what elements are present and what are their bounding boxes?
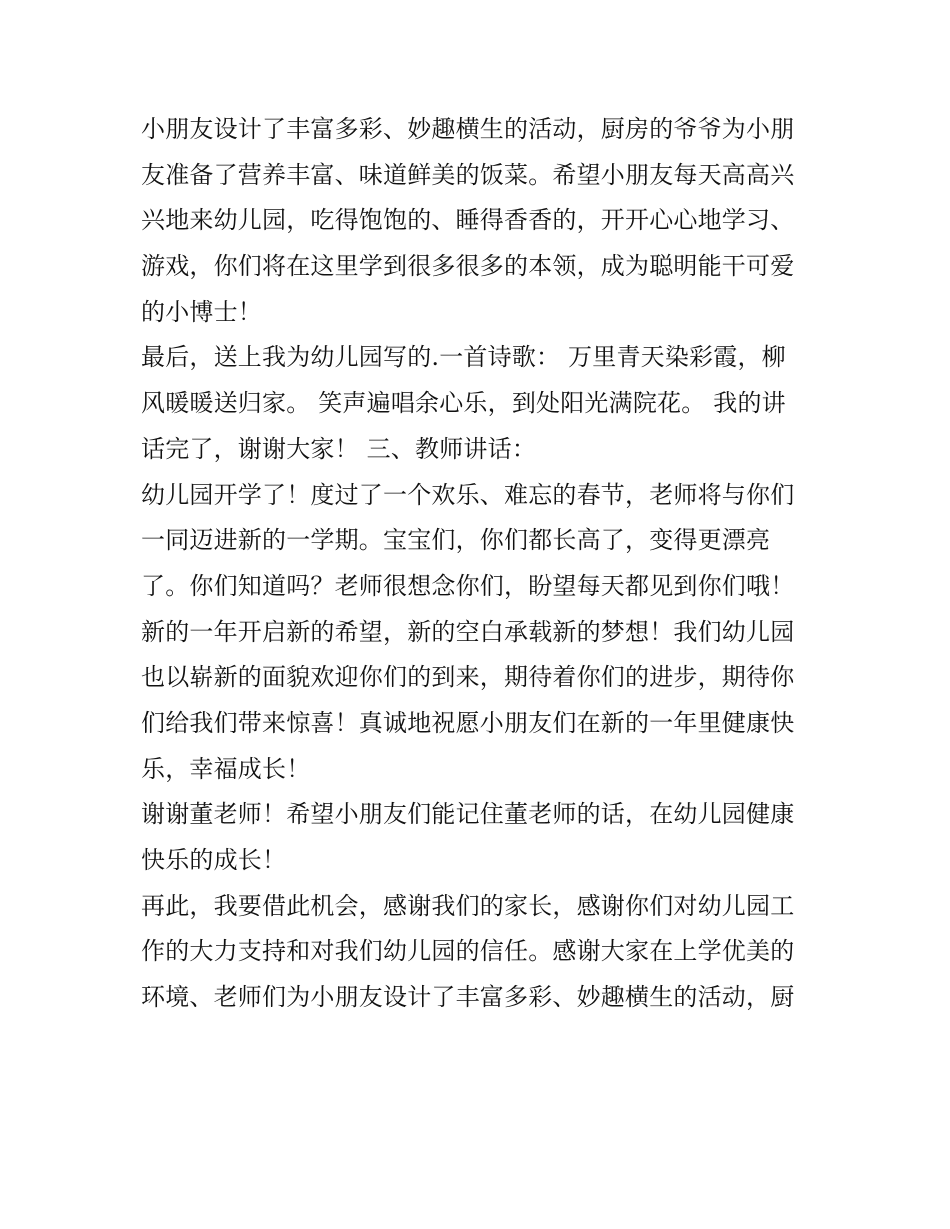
text-line: 话完了，谢谢大家！ 三、教师讲话： bbox=[141, 434, 537, 463]
text-line: 幼儿园开学了！度过了一个欢乐、难忘的春节，老师将与你们 bbox=[141, 480, 795, 509]
text-line: 友准备了营养丰富、味道鲜美的饭菜。希望小朋友每天高高兴 bbox=[141, 160, 795, 189]
text-line: 最后，送上我为幼儿园写的.一首诗歌： 万里青天染彩霞，柳 bbox=[141, 343, 786, 372]
document-body bbox=[141, 107, 821, 1021]
text-line: 乐，幸福成长！ bbox=[141, 754, 311, 783]
text-line: 快乐的成长！ bbox=[141, 846, 287, 874]
text-line: 环境、老师们为小朋友设计了丰富多彩、妙趣横生的活动，厨 bbox=[141, 983, 795, 1012]
text-line: 再此，我要借此机会，感谢我们的家长，感谢你们对幼儿园工 bbox=[141, 891, 795, 920]
text-line: 新的一年开启新的希望，新的空白承载新的梦想！我们幼儿园 bbox=[141, 617, 795, 646]
text-line: 们给我们带来惊喜！真诚地祝愿小朋友们在新的一年里健康快 bbox=[141, 708, 795, 737]
text-line: 作的大力支持和对我们幼儿园的信任。感谢大家在上学优美的 bbox=[141, 937, 795, 966]
text-line: 游戏，你们将在这里学到很多很多的本领，成为聪明能干可爱 bbox=[141, 252, 795, 281]
text-line: 兴地来幼儿园，吃得饱饱的、睡得香香的，开开心心地学习、 bbox=[141, 206, 795, 235]
text-line: 谢谢董老师！希望小朋友们能记住董老师的话，在幼儿园健康 bbox=[141, 800, 795, 829]
text-line: 也以崭新的面貌欢迎你们的到来，期待着你们的进步，期待你 bbox=[141, 663, 795, 692]
text-line: 一同迈进新的一学期。宝宝们，你们都长高了，变得更漂亮 bbox=[141, 526, 771, 555]
text-line: 的小博士！ bbox=[141, 297, 262, 326]
text-line: 了。你们知道吗？老师很想念你们，盼望每天都见到你们哦！ bbox=[141, 571, 795, 600]
text-line: 风暖暖送归家。 笑声遍唱余心乐，到处阳光满院花。 我的讲 bbox=[141, 389, 786, 418]
text-line: 小朋友设计了丰富多彩、妙趣横生的活动，厨房的爷爷为小朋 bbox=[141, 115, 795, 143]
